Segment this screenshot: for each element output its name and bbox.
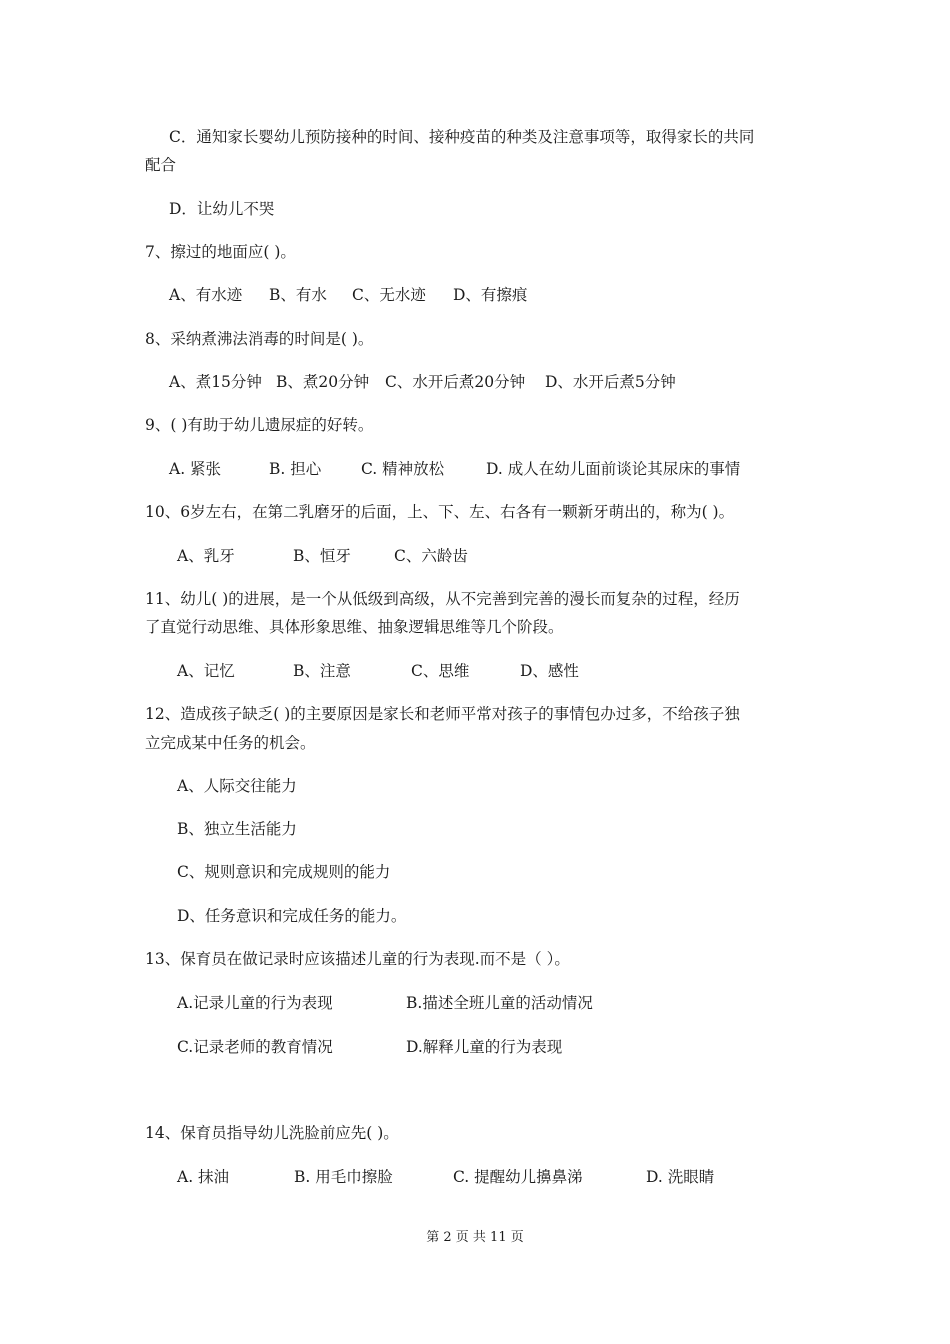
q12-option-c: C、规则意识和完成规则的能力 (177, 863, 391, 881)
q6-option-c-line2: 配合 (145, 156, 177, 174)
q12-option-b: B、独立生活能力 (177, 820, 297, 838)
page-number-footer: 第 2 页 共 11 页 (426, 1230, 524, 1245)
q7-option-c: C、无水迹 (352, 286, 426, 304)
q13-option-d: D.解释儿童的行为表现 (406, 1038, 563, 1056)
q11-stem-line1: 11、幼儿( )的进展，是一个从低级到高级，从不完善到完善的漫长而复杂的过程，经历 (145, 590, 740, 608)
q8-option-a: A、煮15分钟 (169, 373, 262, 391)
q7-option-d: D、有擦痕 (453, 286, 528, 304)
q12-stem-line2: 立完成某中任务的机会。 (145, 734, 316, 752)
q8-option-b: B、煮20分钟 (276, 373, 370, 391)
q12-option-a: A、人际交往能力 (177, 777, 297, 795)
q9-option-a: A. 紧张 (169, 460, 222, 478)
q12-option-d: D、任务意识和完成任务的能力。 (177, 907, 407, 925)
q14-option-d: D. 洗眼睛 (646, 1168, 715, 1186)
q8-option-d: D、水开后煮5分钟 (545, 373, 676, 391)
q10-stem: 10、6岁左右，在第二乳磨牙的后面，上、下、左、右各有一颗新牙萌出的，称为( )。 (145, 503, 735, 521)
q8-stem: 8、采纳煮沸法消毒的时间是( )。 (145, 330, 374, 348)
q6-option-d: D．让幼儿不哭 (169, 200, 275, 218)
q10-option-a: A、乳牙 (177, 547, 235, 565)
q8-option-c: C、水开后煮20分钟 (385, 373, 526, 391)
q14-stem: 14、保育员指导幼儿洗脸前应先( )。 (145, 1124, 399, 1142)
q13-stem: 13、保育员在做记录时应该描述儿童的行为表现.而不是（ ）。 (145, 950, 570, 968)
q13-option-b: B.描述全班儿童的活动情况 (406, 994, 593, 1012)
q7-option-b: B、有水 (269, 286, 327, 304)
q11-option-b: B、注意 (293, 662, 351, 680)
q12-stem-line1: 12、造成孩子缺乏( )的主要原因是家长和老师平常对孩子的事情包办过多，不给孩子独 (145, 705, 740, 723)
q13-option-a: A.记录儿童的行为表现 (177, 994, 333, 1012)
q9-option-d: D. 成人在幼儿面前谈论其尿床的事情 (486, 460, 741, 478)
q9-option-c: C. 精神放松 (361, 460, 445, 478)
q7-stem: 7、擦过的地面应( )。 (145, 243, 296, 261)
q11-option-a: A、记忆 (177, 662, 235, 680)
q14-option-a: A. 抹油 (177, 1168, 230, 1186)
q14-option-b: B. 用毛巾擦脸 (294, 1168, 393, 1186)
q11-option-d: D、感性 (520, 662, 579, 680)
q9-stem: 9、( )有助于幼儿遗尿症的好转。 (145, 416, 374, 434)
q10-option-b: B、恒牙 (293, 547, 351, 565)
q11-stem-line2: 了直觉行动思维、具体形象思维、抽象逻辑思维等几个阶段。 (145, 618, 564, 636)
q14-option-c: C. 提醒幼儿擤鼻涕 (453, 1168, 583, 1186)
q9-option-b: B. 担心 (269, 460, 322, 478)
q10-option-c: C、六龄齿 (394, 547, 468, 565)
q6-option-c-line1: C．通知家长婴幼儿预防接种的时间、接种疫苗的种类及注意事项等，取得家长的共同 (169, 128, 755, 146)
q13-option-c: C.记录老师的教育情况 (177, 1038, 333, 1056)
q7-option-a: A、有水迹 (169, 286, 243, 304)
q11-option-c: C、思维 (411, 662, 470, 680)
